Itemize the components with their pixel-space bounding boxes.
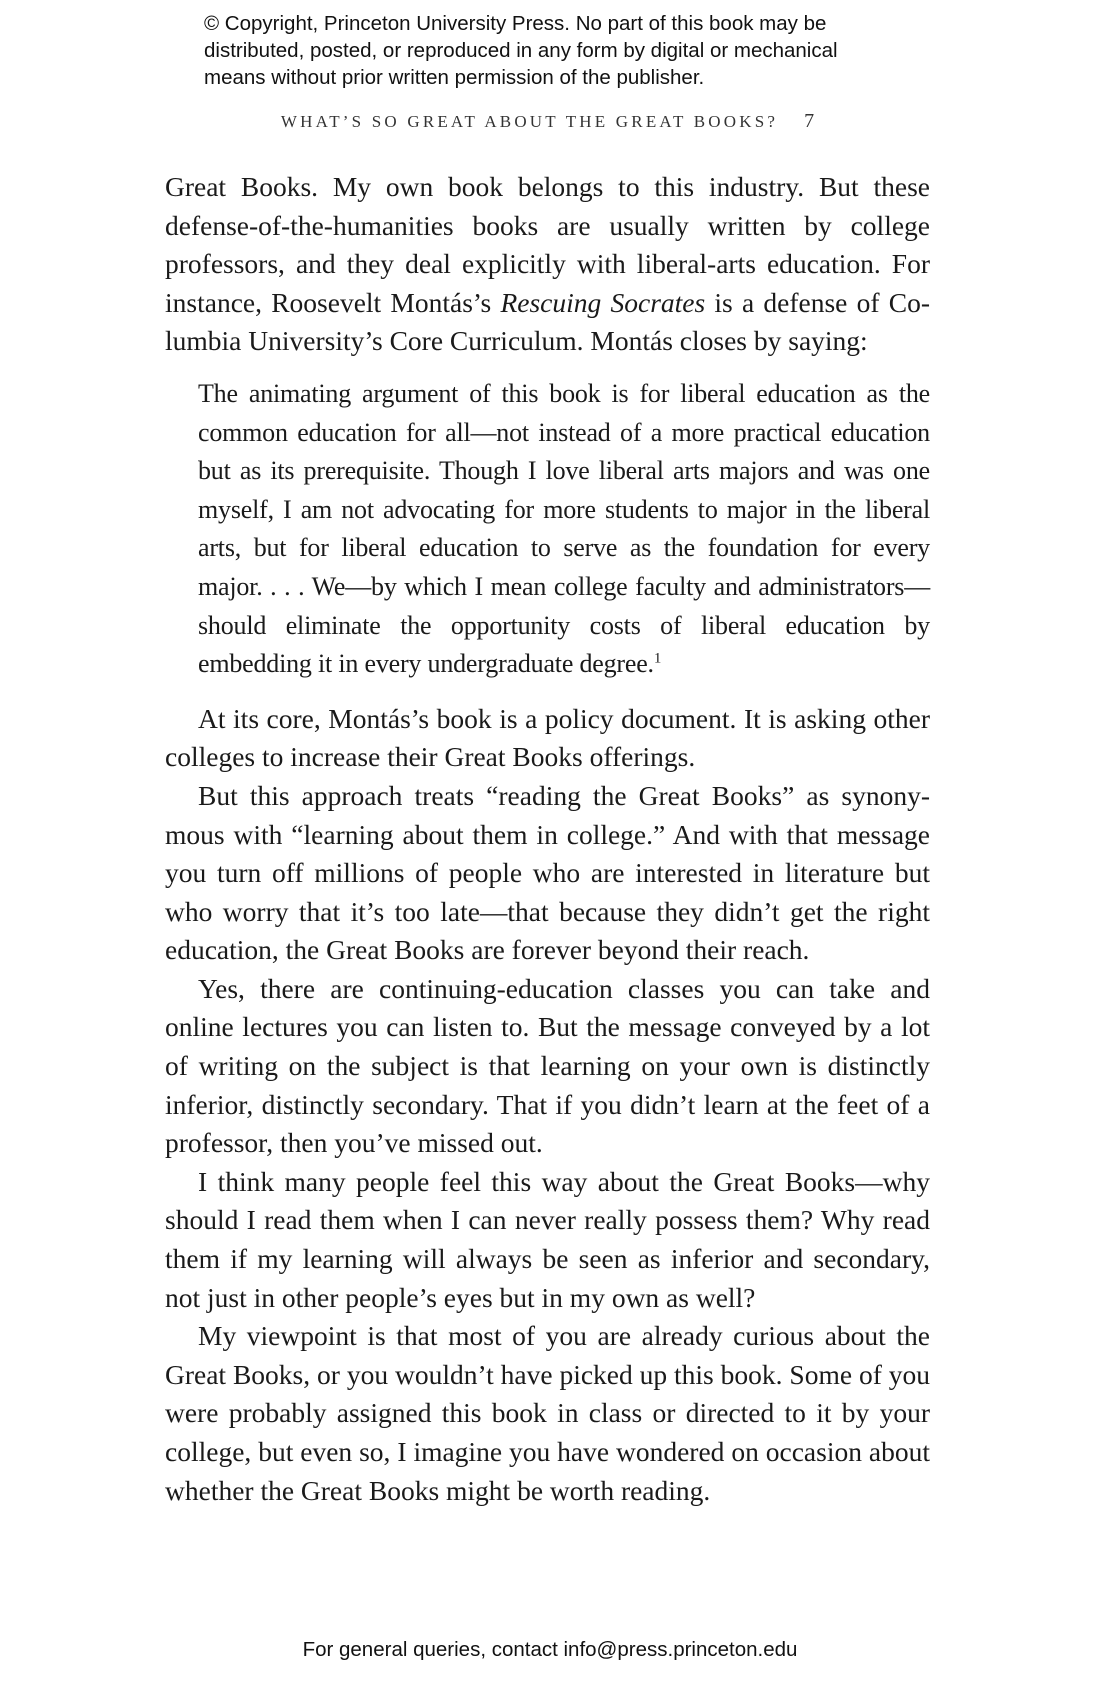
paragraph: I think many people feel this way about the Great Books—why should I read them when I can never really possess them? Why read them if my learning will always be seen as inferior and secondary, not just in other people’s eyes but in my own as well?: [165, 1165, 930, 1313]
copyright-notice: [204, 10, 964, 91]
paragraph: [165, 168, 930, 361]
paragraph: At its core, Montás’s book is a policy document. It is asking other colleges to increase their Great Books offerings.: [165, 702, 930, 773]
quote-text: The animating argument of this book is for liberal education as the common education for all—not instead of a more practical education but as its prerequisite. Though I love liberal arts majors and was one myself, I am not advocating for more students to major in the liberal arts, but for liberal education to serve as the foundation for every major. . . . We—by which I mean college faculty and administrators—should eliminate the opportunity costs of liberal education by embedding it in every undergraduate degree.: [198, 378, 930, 679]
paragraph-text: Great Books. My own book belongs to this industry. But these defense-of-the-humanities books are usually written by college professors, and they deal explicitly with liberal-arts education. For instance, Roosevelt Montás’s: [165, 171, 930, 318]
copyright-line: © Copyright, Princeton University Press. No part of this book may be: [204, 12, 827, 35]
running-head-title: WHAT’S SO GREAT ABOUT THE GREAT BOOKS?: [280, 112, 779, 131]
paragraph: Yes, there are continuing-education classes you can take and online lectures you can listen to. But the message conveyed by a lot of writing on the subject is that learning on your own is distinctly inferior, distinctly secondary. That if you didn’t learn at the feet of a professor, then you’ve missed out.: [165, 972, 930, 1159]
copyright-line: means without prior written permission of the publisher.: [204, 66, 705, 89]
paragraph-text: is a defense of Columbia University’s Core Curriculum. Montás closes by saying:: [165, 286, 930, 357]
running-head: [165, 110, 930, 133]
copyright-line: distributed, posted, or reproduced in any form by digital or mechanical: [204, 39, 838, 62]
page-number: 7: [804, 110, 815, 132]
paragraph: My viewpoint is that most of you are already curious about the Great Books, or you wouldn’t have picked up this book. Some of you were probably assigned this book in class or directed to it by your college, but even so, I imagine you have wondered on occasion about whether the Great Books might be worth reading.: [165, 1320, 930, 1506]
footer-contact: For general queries, contact info@press.princeton.edu: [302, 1638, 798, 1661]
book-title: Rescuing Socrates: [500, 286, 706, 318]
paragraph: But this approach treats “reading the Great Books” as synonymous with “learning about them in college.” And with that message you turn off millions of people who are interested in literature but who worry that it’s too late—that because they didn’t get the right education, the Great Books are forever beyond their reach.: [165, 779, 930, 966]
footnote-marker: 1: [653, 650, 662, 667]
body-text: [165, 168, 930, 1510]
block-quote: [198, 375, 930, 684]
